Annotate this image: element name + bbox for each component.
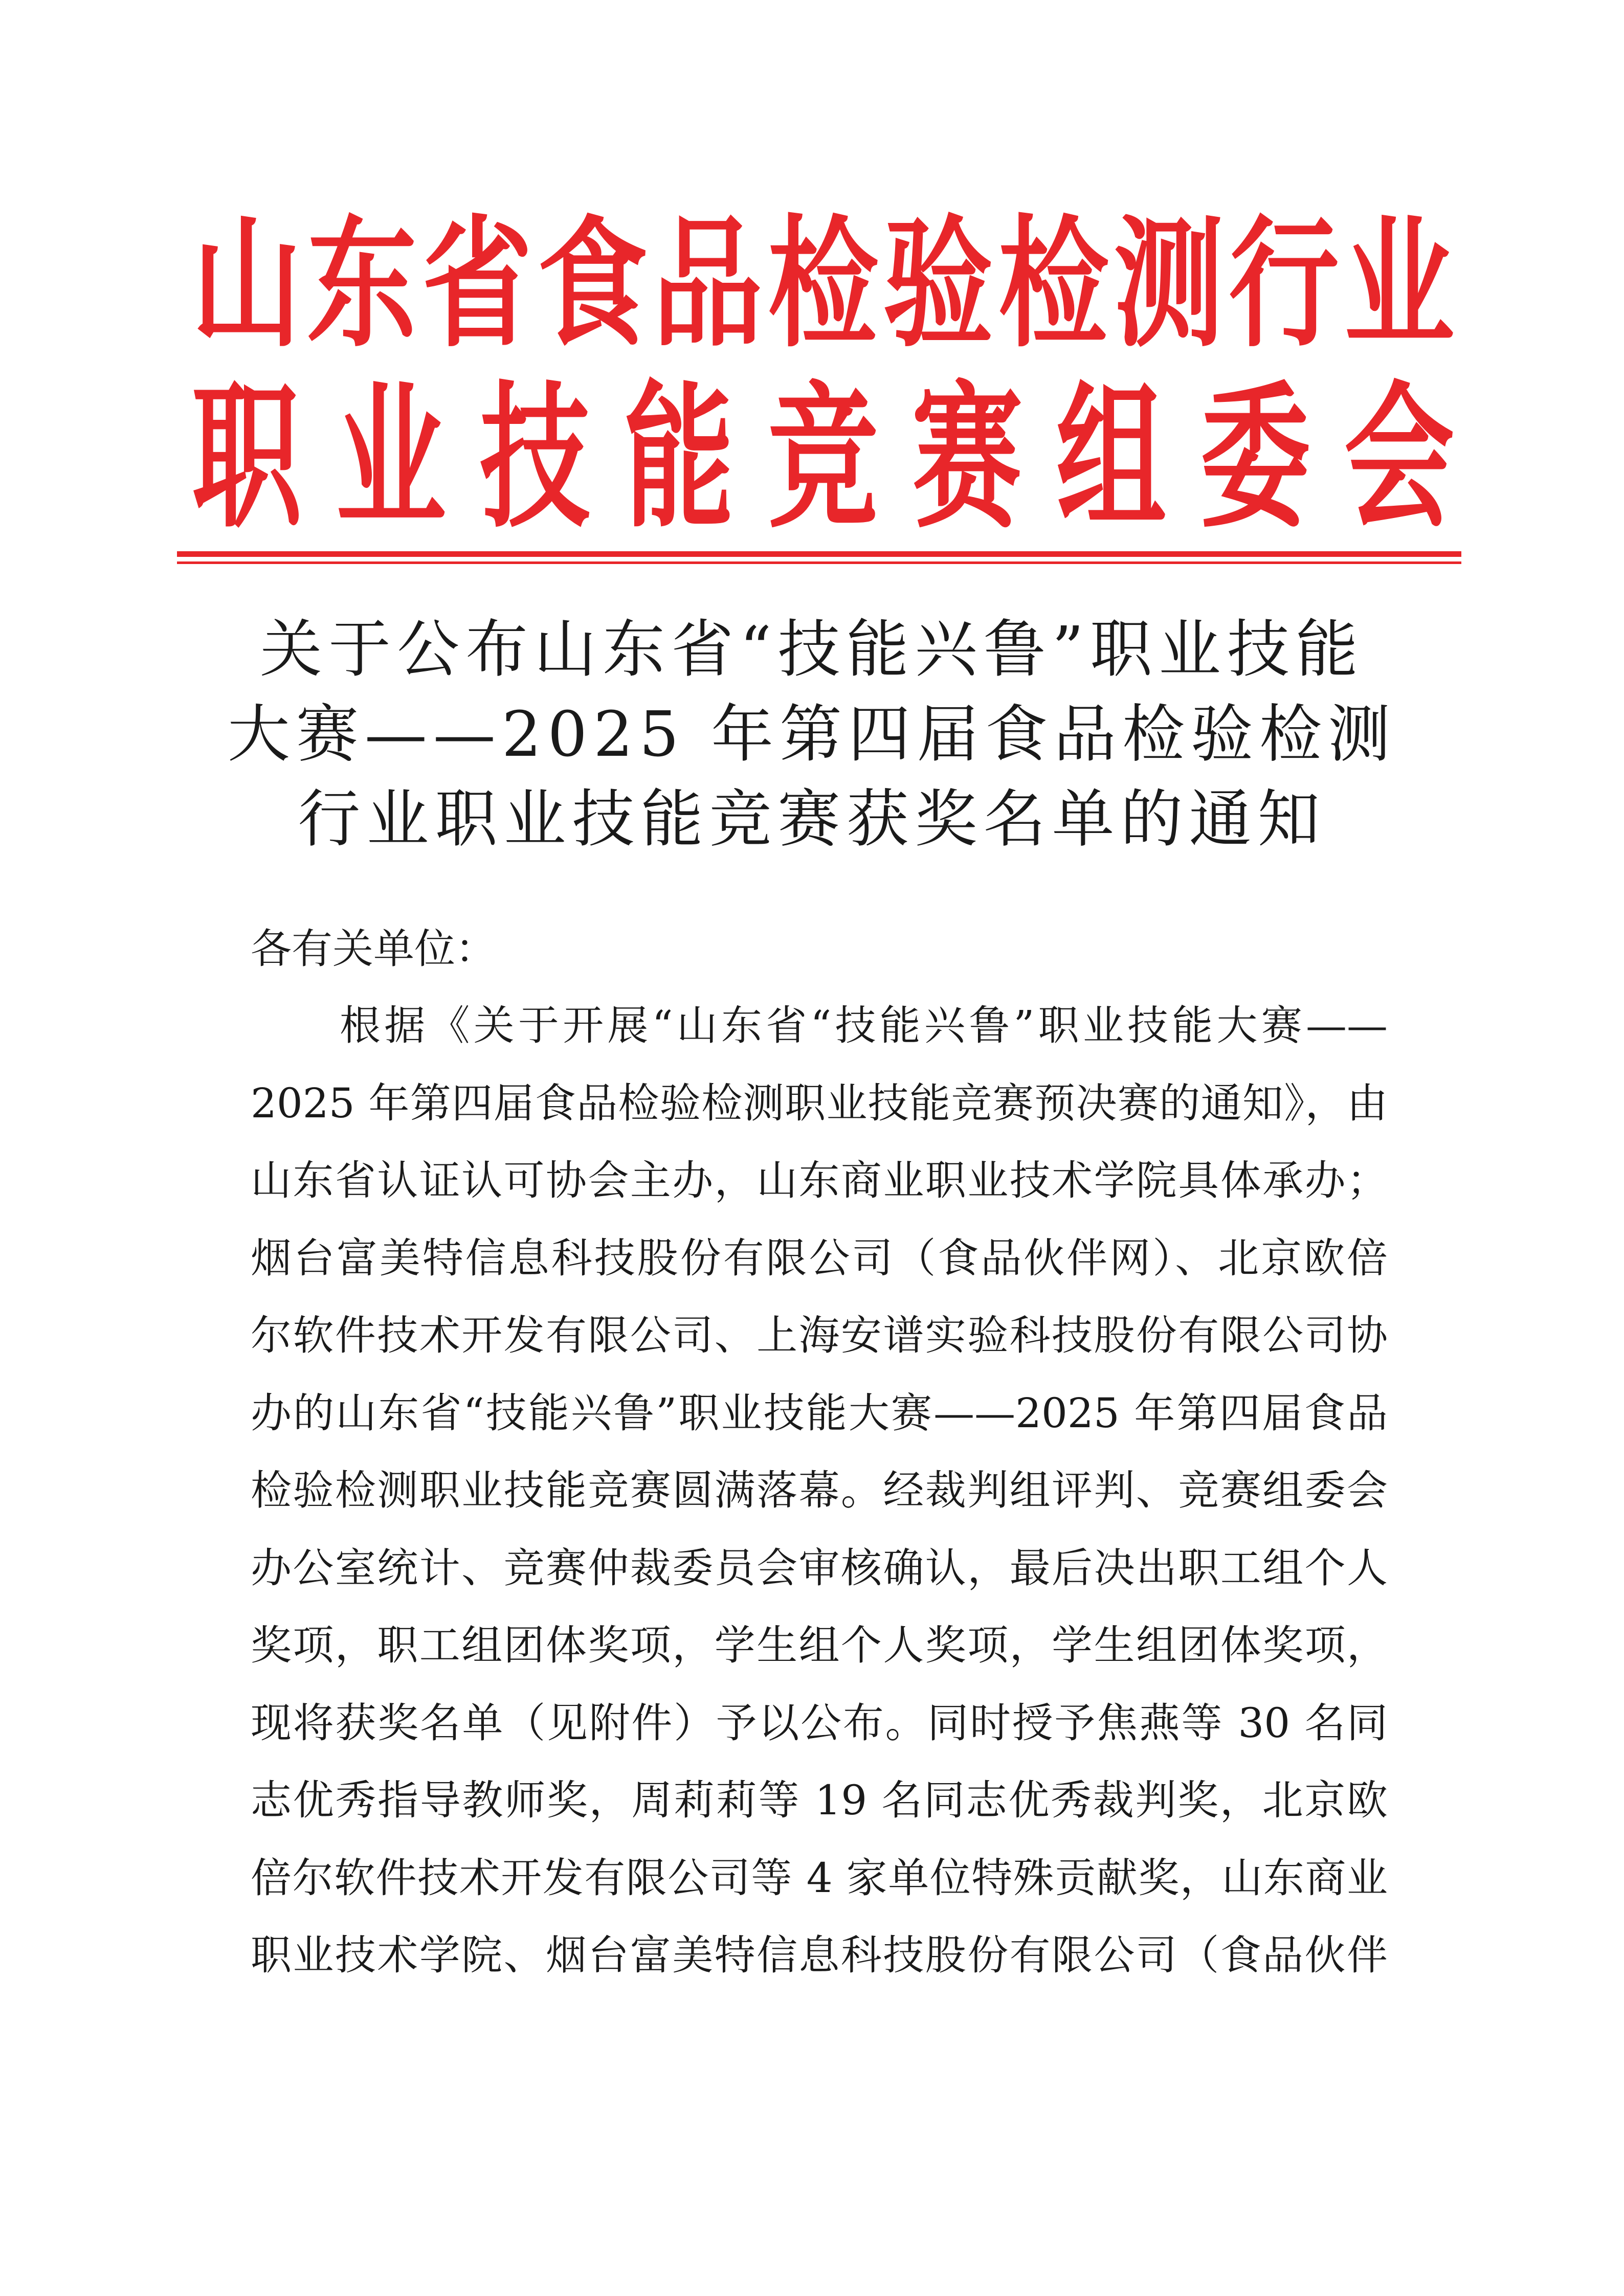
title-line: 关于公布山东省“技能兴鲁”职业技能 [260, 613, 1364, 686]
body-line: 2025 年第四届食品检验检测职业技能竞赛预决赛的通知》，由 [251, 1079, 1388, 1127]
title-line: 大赛——2025 年第四届食品检验检测 [227, 698, 1397, 771]
body-paragraph [251, 987, 1388, 1994]
body-line: 现将获奖名单（见附件）予以公布。同时授予焦燕等 30 名同 [251, 1699, 1388, 1747]
body-line: 办的山东省“技能兴鲁”职业技能大赛——2025 年第四届食品 [251, 1389, 1388, 1437]
body-line: 办公室统计、竞赛仲裁委员会审核确认，最后决出职工组个人 [251, 1544, 1388, 1592]
body-line: 尔软件技术开发有限公司、上海安谱实验科技股份有限公司协 [251, 1312, 1388, 1359]
letterhead-rule-thin [177, 561, 1461, 564]
salutation: 各有关单位： [251, 925, 496, 973]
body-line: 检验检测职业技能竞赛圆满落幕。经裁判组评判、竞赛组委会 [251, 1467, 1388, 1514]
body-line: 倍尔软件技术开发有限公司等 4 家单位特殊贡献奖，山东商业 [251, 1854, 1388, 1902]
body-line: 根据《关于开展“山东省“技能兴鲁”职业技能大赛—— [340, 1002, 1388, 1049]
document-title [205, 607, 1419, 862]
letterhead-rule-thick [177, 551, 1461, 557]
body-line: 职业技术学院、烟台富美特信息科技股份有限公司（食品伙伴 [251, 1931, 1388, 1979]
body-line: 山东省认证认可协会主办，山东商业职业技术学院具体承办； [251, 1157, 1388, 1204]
letterhead-line-1: 山东省食品检验检测行业 [192, 201, 1454, 367]
body-line: 志优秀指导教师奖，周莉莉等 19 名同志优秀裁判奖，北京欧 [251, 1776, 1388, 1824]
body-line: 奖项，职工组团体奖项，学生组个人奖项，学生组团体奖项， [251, 1622, 1388, 1669]
body-line: 烟台富美特信息科技股份有限公司（食品伙伴网）、北京欧倍 [251, 1234, 1388, 1282]
title-line: 行业职业技能竞赛获奖名单的通知 [298, 783, 1326, 856]
letterhead-line-2: 职业技能竞赛组委会 [192, 367, 1454, 549]
